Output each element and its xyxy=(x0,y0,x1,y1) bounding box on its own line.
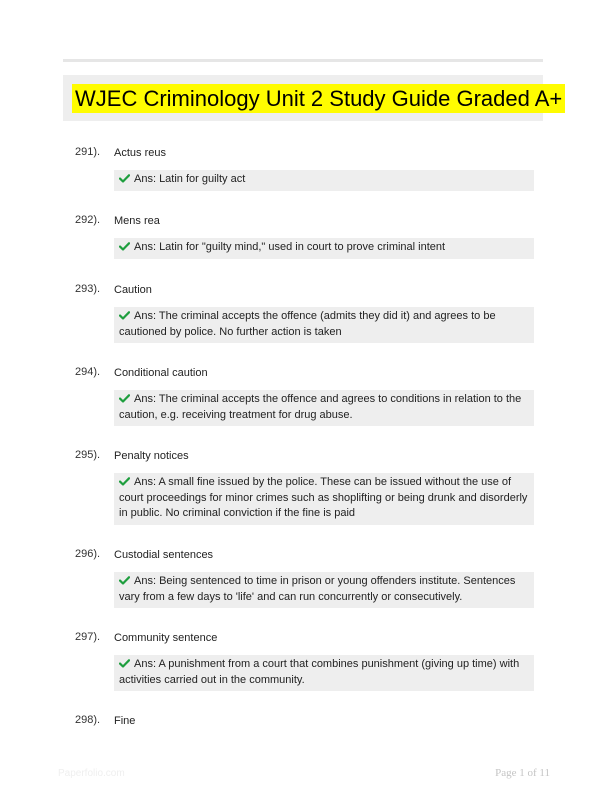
answer-box xyxy=(114,572,534,608)
question-term: Caution xyxy=(114,284,152,296)
question-number: 292). xyxy=(75,214,101,226)
question-number: 297). xyxy=(75,631,101,643)
check-icon xyxy=(119,576,130,585)
question-number: 298). xyxy=(75,714,101,726)
answer-text: Ans: A punishment from a court that combines punishment (giving up time) with activities carried out in the community. xyxy=(119,658,520,686)
top-divider xyxy=(63,59,543,62)
question-term: Mens rea xyxy=(114,215,160,227)
title-band xyxy=(63,75,563,121)
check-icon xyxy=(119,174,130,183)
answer-text: Ans: A small fine issued by the police. These can be issued without the use of court proceedings for minor crimes such as shoplifting or being drunk and disorderly in public. No criminal conviction if the fine is paid xyxy=(119,476,528,519)
answer-box xyxy=(114,170,534,191)
question-term: Conditional caution xyxy=(114,367,208,379)
question-term: Community sentence xyxy=(114,632,218,644)
question-number: 293). xyxy=(75,283,101,295)
answer-box xyxy=(114,238,534,259)
answer-box xyxy=(114,390,534,426)
footer-watermark: Paperfolio.com xyxy=(58,768,125,779)
answer-text: Ans: Latin for guilty act xyxy=(134,173,246,185)
page-indicator: Page 1 of 11 xyxy=(495,767,550,779)
answer-box xyxy=(114,655,534,691)
check-icon xyxy=(119,659,130,668)
check-icon xyxy=(119,242,130,251)
answer-text: Ans: Latin for "guilty mind," used in court to prove criminal intent xyxy=(134,241,446,253)
answer-text: Ans: The criminal accepts the offence and agrees to conditions in relation to the caution, e.g. receiving treatment for drug abuse. xyxy=(119,393,522,421)
answer-box xyxy=(114,307,534,343)
answer-text: Ans: Being sentenced to time in prison or young offenders institute. Sentences vary from a few days to 'life' and can run concurrently or consecutively. xyxy=(119,575,516,603)
check-icon xyxy=(119,311,130,320)
answer-text: Ans: The criminal accepts the offence (admits they did it) and agrees to be cautioned by police. No further action is taken xyxy=(119,310,496,338)
document-title: WJEC Criminology Unit 2 Study Guide Graded A+ xyxy=(72,84,565,113)
question-term: Custodial sentences xyxy=(114,549,214,561)
question-term: Actus reus xyxy=(114,147,166,159)
check-icon xyxy=(119,394,130,403)
question-number: 291). xyxy=(75,146,101,158)
question-term: Penalty notices xyxy=(114,450,189,462)
question-number: 296). xyxy=(75,548,101,560)
question-number: 294). xyxy=(75,366,101,378)
answer-box xyxy=(114,473,534,525)
check-icon xyxy=(119,477,130,486)
question-number: 295). xyxy=(75,449,101,461)
question-term: Fine xyxy=(114,715,136,727)
